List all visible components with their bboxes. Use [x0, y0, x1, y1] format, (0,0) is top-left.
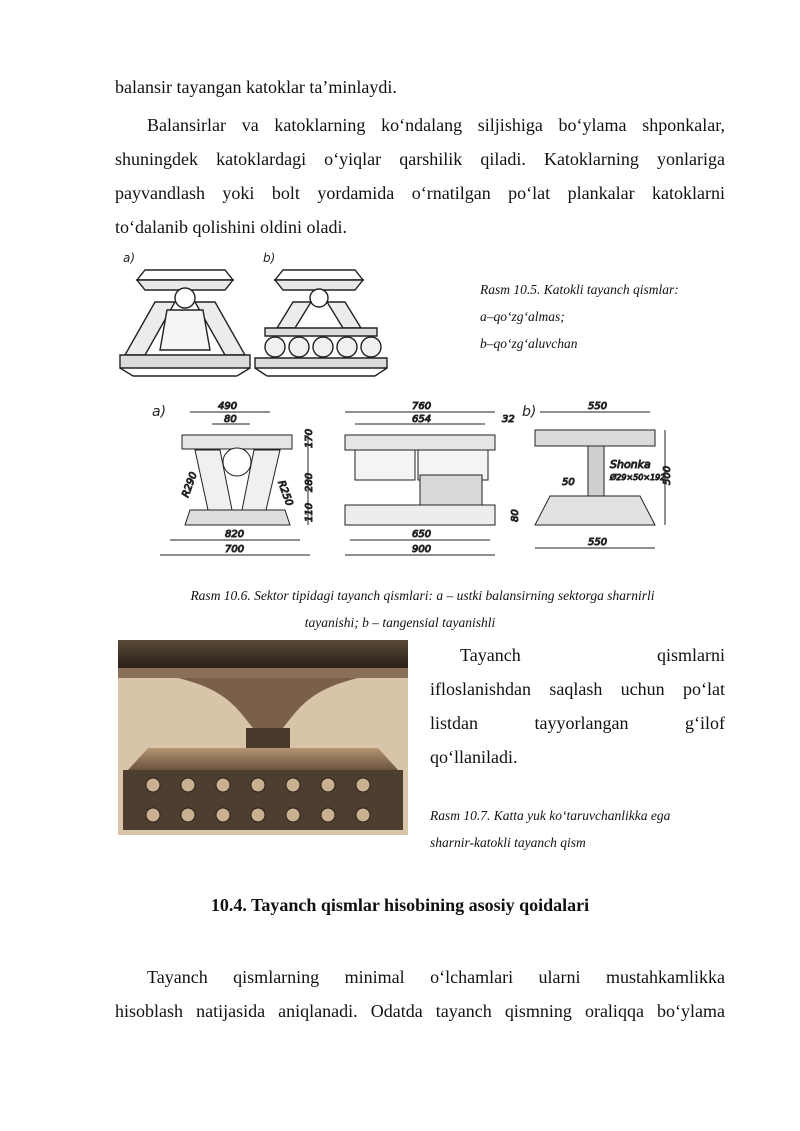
paragraph-1 — [115, 70, 725, 104]
paragraph-line: to‘dalanib qolishini oldini oladi. — [115, 217, 347, 237]
figure-10-7-caption — [430, 802, 670, 856]
sector-bearing-front-view — [345, 401, 515, 555]
dimension-label: 110 — [304, 502, 315, 522]
paragraph-line: Tayanch qismlarning minimal o‘lchamlari ularni mustahkamlikka — [147, 967, 725, 987]
paragraph-2 — [115, 108, 725, 244]
dimension-label: 500 — [662, 465, 673, 485]
dimension-label: 80 — [510, 509, 521, 522]
dimension-label: 490 — [218, 401, 238, 412]
dimension-label: 550 — [588, 537, 608, 548]
figure-10-7-photo — [118, 640, 408, 835]
figure-10-5-drawing — [115, 250, 395, 380]
shonka-size-label: Ø29×50×192 — [610, 473, 666, 482]
caption-line: a–qo‘zg‘almas; — [480, 309, 565, 324]
fixed-bearing-sketch — [120, 270, 250, 376]
text-line: ifloslanishdan saqlash uchun po‘lat — [430, 679, 725, 699]
dimension-label: 550 — [588, 401, 608, 412]
paragraph-line: hisoblash natijasida aniqlanadi. Odatda tayanch qismning oraliqqa bo‘ylama — [115, 1001, 725, 1021]
sector-bearing-section — [160, 401, 315, 555]
figure-label-b: b) — [522, 404, 537, 420]
text-word: listdan — [430, 713, 478, 733]
caption-line: Rasm 10.7. Katta yuk ko‘taruvchanlikka ega — [430, 808, 671, 823]
figure-label-a: a) — [152, 404, 167, 420]
dimension-label: 820 — [225, 529, 245, 540]
caption-line: b–qo‘zg‘aluvchan — [480, 336, 578, 351]
tangential-bearing-section — [510, 401, 673, 548]
text-word: g‘ilof — [685, 713, 725, 733]
caption-line: Rasm 10.6. Sektor tipidagi tayanch qismlari: a – ustki balansirning sektorga sharnirli — [190, 588, 655, 603]
paragraph-line: Balansirlar va katoklarning ko‘ndalang siljishiga bo‘ylama shponkalar, — [147, 115, 725, 135]
dimension-label: 760 — [412, 401, 432, 412]
figure-10-7-text — [430, 638, 725, 774]
text-word: qismlarni — [657, 645, 725, 665]
caption-line: tayanishi; b – tangensial tayanishli — [304, 615, 496, 630]
paragraph-line: payvandlash yoki bolt yordamida o‘rnatilgan po‘lat plankalar katoklarni — [115, 183, 725, 203]
text-line: qo‘llaniladi. — [430, 747, 518, 767]
section-heading: 10.4. Tayanch qismlar hisobining asosiy qoidalari — [210, 895, 590, 915]
dimension-label: 32 — [502, 414, 515, 425]
dimension-label: R250 — [275, 479, 295, 508]
caption-line: sharnir-katokli tayanch qism — [430, 835, 586, 850]
dimension-label: 900 — [412, 544, 432, 555]
dimension-label: 700 — [225, 544, 245, 555]
caption-line: Rasm 10.5. Katokli tayanch qismlar: — [480, 282, 679, 297]
paragraph-3 — [115, 960, 725, 1028]
figure-label-b: b) — [263, 251, 276, 265]
figure-10-6-caption — [0, 582, 800, 636]
text-line — [430, 706, 725, 740]
text-line — [430, 638, 725, 672]
figure-label-a: a) — [123, 251, 136, 265]
dimension-label: 170 — [304, 428, 315, 448]
figure-10-5-caption — [480, 276, 679, 357]
dimension-label: 654 — [412, 414, 432, 425]
dimension-label: 50 — [562, 477, 575, 488]
shonka-label: Shonka — [610, 458, 651, 471]
movable-bearing-sketch — [255, 270, 387, 376]
paragraph-line: balansir tayangan katoklar ta’minlaydi. — [115, 77, 397, 97]
dimension-label: R290 — [180, 470, 200, 500]
paragraph-line: shuningdek katoklardagi o‘yiqlar qarshilik qiladi. Katoklarning yonlariga — [115, 149, 725, 169]
dimension-label: 280 — [304, 472, 315, 492]
dimension-label: 80 — [224, 414, 237, 425]
text-word: Tayanch — [460, 645, 521, 665]
text-word: tayyorlangan — [534, 713, 629, 733]
dimension-label: 650 — [412, 529, 432, 540]
figure-10-6-drawing — [150, 400, 680, 575]
